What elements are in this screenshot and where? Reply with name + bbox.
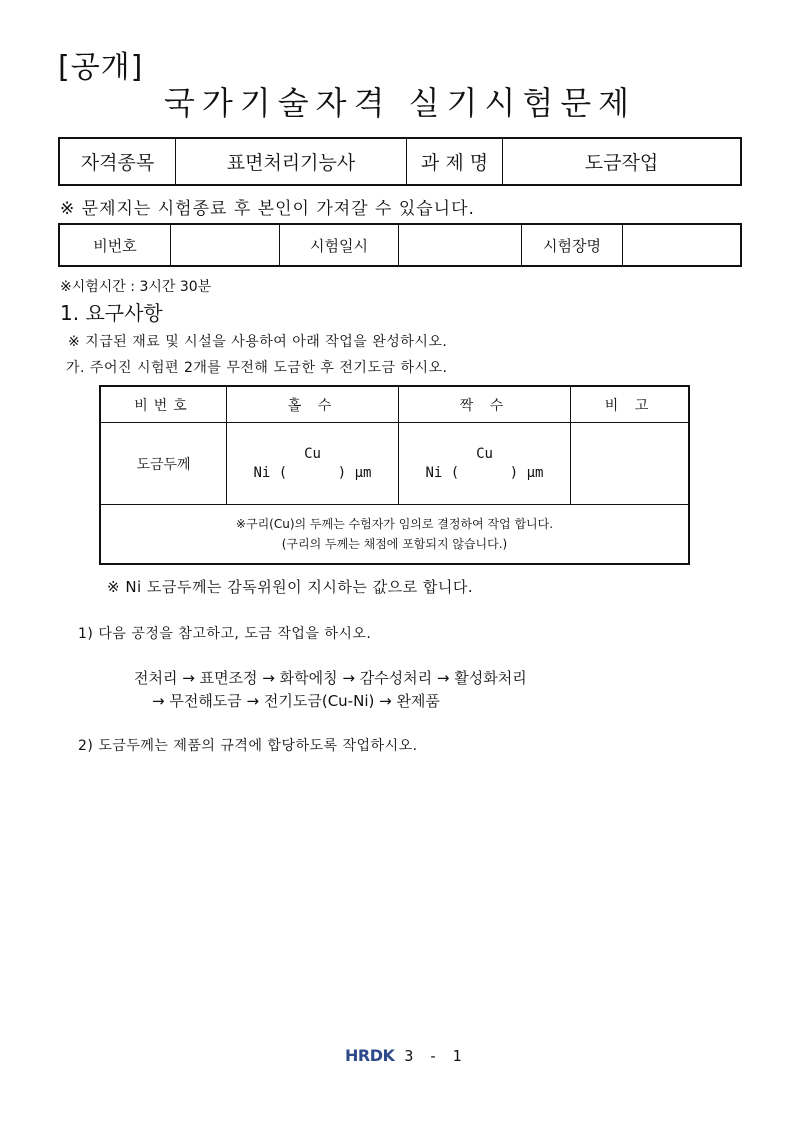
even-thickness-cell — [399, 423, 571, 505]
exam-date-value — [399, 224, 522, 266]
step-2-text: 2) 도금두께는 제품의 규격에 합당하도록 작업하시오. — [78, 738, 418, 754]
even-ni-field: Ni ( ) μm — [425, 464, 544, 481]
process-line-1: 전처리 → 표면조정 → 화학에칭 → 감수성처리 → 활성화처리 — [134, 669, 527, 687]
process-line-2: → 무전해도금 → 전기도금(Cu-Ni) → 완제품 — [152, 692, 440, 710]
odd-ni-field: Ni ( ) μm — [253, 464, 372, 481]
header-id: 비번호 — [100, 386, 227, 423]
notice-text: ※ 문제지는 시험종료 후 본인이 가져갈 수 있습니다. — [60, 199, 475, 219]
qualification-value: 표면처리기능사 — [176, 138, 407, 185]
table-note-2: (구리의 두께는 채점에 포함되지 않습니다.) — [281, 537, 508, 551]
header-even: 짝 수 — [399, 386, 571, 423]
odd-cu-label: Cu — [304, 445, 321, 462]
instruction-2: 가. 주어진 시험편 2개를 무전해 도금한 후 전기도금 하시오. — [66, 360, 448, 376]
task-value: 도금작업 — [503, 138, 742, 185]
table-note-1: ※구리(Cu)의 두께는 수험자가 임의로 결정하여 작업 합니다. — [235, 517, 554, 531]
exam-date-label: 시험일시 — [280, 224, 399, 266]
exam-place-label: 시험장명 — [522, 224, 623, 266]
row-label-thickness: 도금두께 — [100, 423, 227, 505]
qualification-table — [58, 137, 742, 186]
header-remarks: 비 고 — [571, 386, 690, 423]
even-cu-label: Cu — [476, 445, 493, 462]
candidate-table — [58, 223, 742, 267]
exam-place-value — [623, 224, 742, 266]
odd-thickness-cell — [227, 423, 399, 505]
header-odd: 홀 수 — [227, 386, 399, 423]
instruction-1: ※ 지급된 재료 및 시설을 사용하여 아래 작업을 완성하시오. — [68, 334, 448, 350]
thickness-spec-table — [99, 385, 690, 565]
ni-thickness-note: ※ Ni 도금두께는 감독위원이 지시하는 값으로 합니다. — [107, 578, 474, 596]
table-note — [100, 505, 689, 565]
qualification-label: 자격종목 — [59, 138, 176, 185]
exam-time: ※시험시간 : 3시간 30분 — [60, 279, 212, 295]
section-title: 1. 요구사항 — [60, 301, 163, 325]
document-title: 국가기술자격 실기시험문제 — [163, 84, 637, 122]
candidate-id-label: 비번호 — [59, 224, 171, 266]
remarks-cell — [571, 423, 690, 505]
task-label: 과 제 명 — [407, 138, 503, 185]
hrdk-logo: HRDK — [345, 1046, 395, 1065]
public-tag: [공개] — [58, 50, 144, 85]
candidate-id-value — [171, 224, 280, 266]
page-number: 3 - 1 — [404, 1046, 465, 1065]
page-footer — [345, 1046, 465, 1065]
step-1-text: 1) 다음 공정을 참고하고, 도금 작업을 하시오. — [78, 626, 372, 642]
